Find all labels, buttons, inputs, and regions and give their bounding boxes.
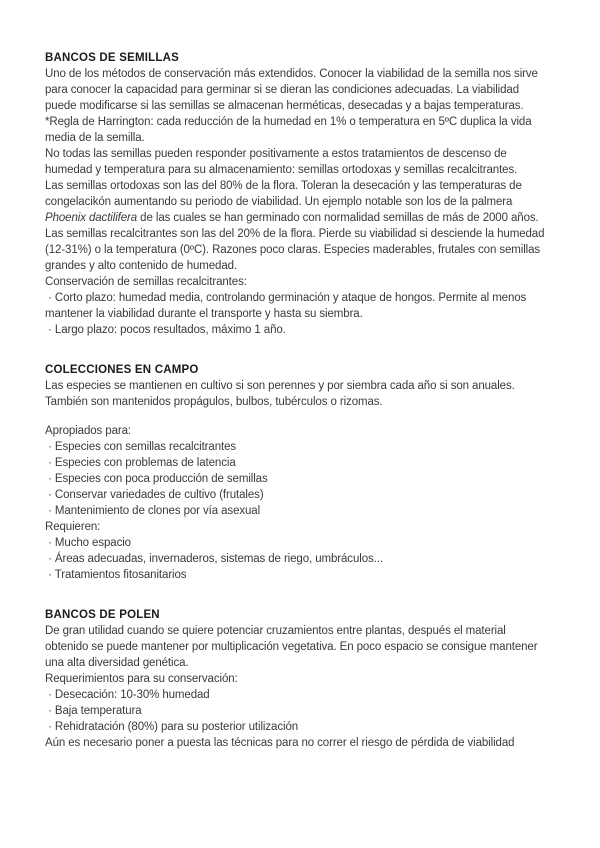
text-line: para conocer la capacidad para germinar si se dieran las condiciones adecuadas. La viabilidad	[45, 84, 519, 96]
text-line: Las semillas recalcitrantes son las del 20% de la flora. Pierde su viabilidad si desciende la humedad	[45, 228, 545, 240]
text-line: · Rehidratación (80%) para su posterior utilización	[45, 721, 299, 733]
text-line: No todas las semillas pueden responder positivamente a estos tratamientos de descenso de	[45, 148, 507, 160]
text-line: mantener la viabilidad durante el transporte y hasta su siembra.	[45, 308, 363, 320]
text-line: Las semillas ortodoxas son las del 80% de la flora. Toleran la desecación y las temperaturas de	[45, 180, 522, 192]
section-heading: BANCOS DE POLEN	[45, 609, 160, 621]
text-line: media de la semilla.	[45, 132, 145, 144]
text-line: · Largo plazo: pocos resultados, máximo 1 año.	[45, 324, 286, 336]
text-line: · Baja temperatura	[45, 705, 142, 717]
text-line: También son mantenidos propágulos, bulbos, tubérculos o rizomas.	[45, 396, 383, 408]
text-line: una alta diversidad genética.	[45, 657, 189, 669]
text-line: · Especies con poca producción de semillas	[45, 473, 268, 485]
section-0	[45, 50, 572, 338]
text-line: Uno de los métodos de conservación más extendidos. Conocer la viabilidad de la semilla nos sirve	[45, 68, 538, 80]
text-line: De gran utilidad cuando se quiere potenciar cruzamientos entre plantas, después el material	[45, 625, 506, 637]
italic-species-name: Phoenix dactilifera	[45, 212, 138, 224]
section-heading: COLECCIONES EN CAMPO	[45, 364, 199, 376]
text-line: humedad y temperatura para su almacenamiento: semillas ortodoxas y semillas recalcitrantes.	[45, 164, 518, 176]
text-line: Aún es necesario poner a puesta las técnicas para no correr el riesgo de pérdida de viabilidad	[45, 737, 515, 749]
text-block	[45, 378, 572, 410]
section-2	[45, 607, 572, 751]
text-line: Las especies se mantienen en cultivo si son perennes y por siembra cada año si son anuales.	[45, 380, 515, 392]
text-block	[45, 623, 572, 751]
text-block	[45, 66, 572, 338]
text-segment: de las cuales se han germinado con normalidad semillas de más de 2000 años.	[137, 212, 539, 224]
text-line: · Tratamientos fitosanitarios	[45, 569, 187, 581]
text-line: · Desecación: 10-30% humedad	[45, 689, 210, 701]
text-line	[45, 210, 572, 226]
text-line: Requieren:	[45, 521, 101, 533]
text-line: Conservación de semillas recalcitrantes:	[45, 276, 247, 288]
text-line: · Corto plazo: humedad media, controlando germinación y ataque de hongos. Permite al menos	[45, 292, 527, 304]
text-line: grandes y alto contenido de humedad.	[45, 260, 238, 272]
text-line: *Regla de Harrington: cada reducción de la humedad en 1% o temperatura en 5ºC duplica la vida	[45, 116, 532, 128]
text-line: (12-31%) o la temperatura (0ºC). Razones poco claras. Especies maderables, frutales con semillas	[45, 244, 541, 256]
text-line: · Mucho espacio	[45, 537, 131, 549]
text-line: · Especies con semillas recalcitrantes	[45, 441, 237, 453]
text-line: Requerimientos para su conservación:	[45, 673, 238, 685]
text-line: puede modificarse si las semillas se almacenan herméticas, desecadas y a bajas temperaturas.	[45, 100, 524, 112]
text-line: · Áreas adecuadas, invernaderos, sistemas de riego, umbráculos...	[45, 553, 383, 565]
text-line: congelacikón aumentando su periodo de viabilidad. Un ejemplo notable son los de la palmera	[45, 196, 513, 208]
text-block	[45, 423, 572, 583]
text-line: obtenido se puede mantener por multiplicación vegetativa. En poco espacio se consigue mantener	[45, 641, 538, 653]
text-line: Apropiados para:	[45, 425, 131, 437]
text-line: · Conservar variedades de cultivo (frutales)	[45, 489, 264, 501]
section-1	[45, 362, 572, 583]
text-line: · Mantenimiento de clones por vía asexual	[45, 505, 261, 517]
text-line: · Especies con problemas de latencia	[45, 457, 236, 469]
section-heading: BANCOS DE SEMILLAS	[45, 52, 179, 64]
